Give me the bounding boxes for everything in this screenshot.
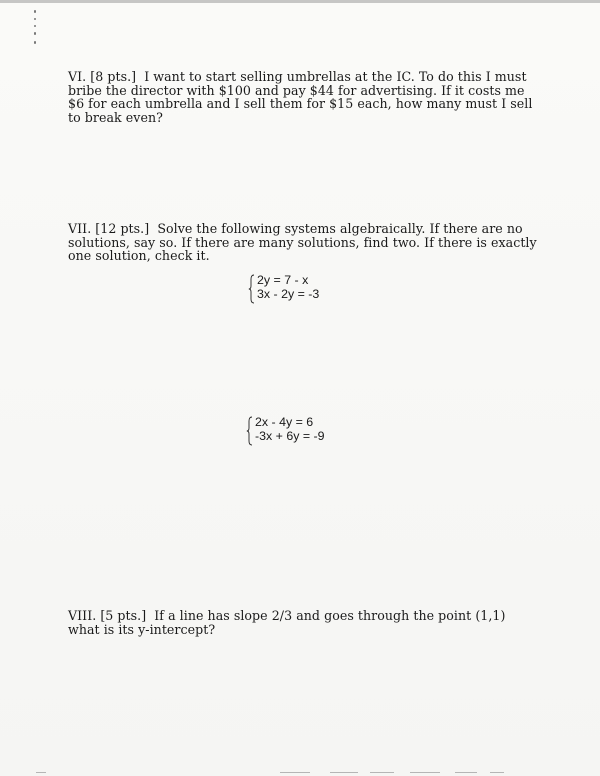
problem-7-text: Solve the following systems algebraically. If there are no solutions, say so. If there are many solutions, find two. If there is exactly one solution, check it. (68, 221, 537, 264)
problem-7-label: VII. [12 pts.] (68, 221, 150, 236)
problem-6-label: VI. [8 pts.] (68, 69, 137, 84)
problem-8 (68, 609, 538, 636)
left-brace-icon (246, 416, 253, 446)
system-2-equation-1: 2x - 4y = 6 (255, 415, 314, 429)
system-2-equation-2: -3x + 6y = -9 (255, 428, 325, 443)
left-brace-icon (248, 274, 255, 304)
scan-top-edge (0, 0, 600, 3)
problem-6-text: I want to start selling umbrellas at the IC. To do this I must bribe the director with $100 and pay $44 for advertising. If it costs me $6 for each umbrella and I sell them for $15 each, how many must I sell to break even? (68, 69, 533, 125)
problem-6 (68, 70, 538, 124)
problem-7 (68, 222, 538, 263)
system-1-equation-2: 3x - 2y = -3 (257, 286, 320, 301)
problem-8-label: VIII. [5 pts.] (68, 608, 147, 623)
problem-8-text: If a line has slope 2/3 and goes through the point (1,1) what is its y-intercept? (68, 608, 506, 637)
scan-bottom-edge (0, 770, 600, 776)
system-1-equation-1: 2y = 7 - x (257, 273, 309, 287)
scan-margin-marks (33, 8, 37, 48)
